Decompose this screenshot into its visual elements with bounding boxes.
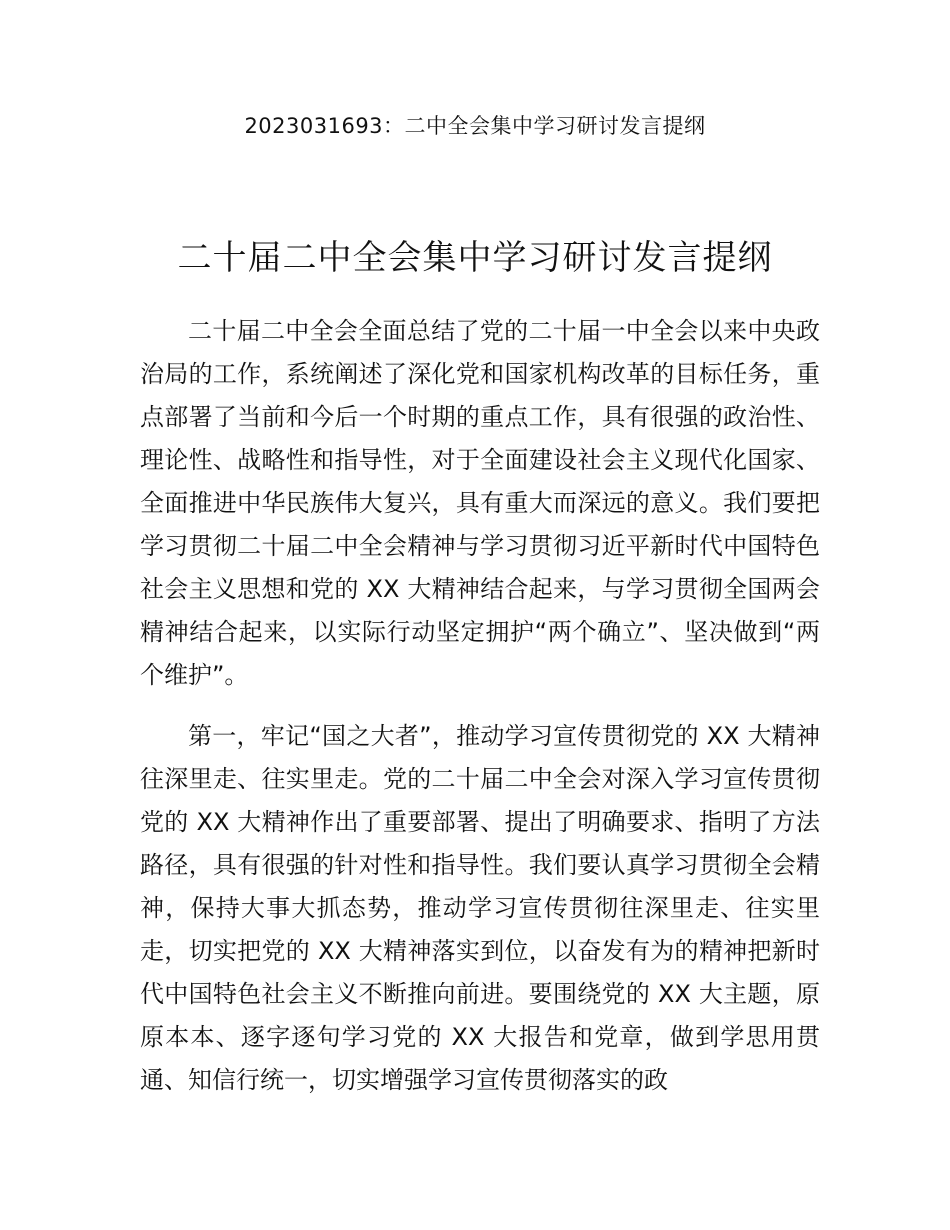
paragraph-first-point: 第一，牢记“国之大者”，推动学习宣传贯彻党的 XX 大精神往深里走、往实里走。党的二十届二中全会对深入学习宣传贯彻党的 XX 大精神作出了重要部署、提出了明确要求、指明了方法路径，具有很强的针对性和指导性。我们要认真学习贯彻全会精神，保持大事大抓态势，推动学习宣传贯彻往深里走、往实里走，切实把党的 XX 大精神落实到位，以奋发有为的精神把新时代中国特色社会主义不断推向前进。要围绕党的 XX 大主题，原原本本、逐字逐句学习党的 XX 大报告和党章，做到学思用贯通、知信行统一，切实增强学习宣传贯彻落实的政 (140, 722, 820, 1094)
paragraph-intro: 二十届二中全会全面总结了党的二十届一中全会以来中央政治局的工作，系统阐述了深化党和国家机构改革的目标任务，重点部署了当前和今后一个时期的重点工作，具有很强的政治性、理论性、战略性和指导性，对于全面建设社会主义现代化国家、全面推进中华民族伟大复兴，具有重大而深远的意义。我们要把学习贯彻二十届二中全会精神与学习贯彻习近平新时代中国特色社会主义思想和党的 XX 大精神结合起来，与学习贯彻全国两会精神结合起来，以实际行动坚定拥护“两个确立”、坚决做到“两个维护”。 (140, 317, 820, 689)
document-title: 二十届二中全会集中学习研讨发言提纲 (177, 238, 773, 278)
document-id-heading: 2023031693：二中全会集中学习研讨发言提纲 (244, 114, 706, 138)
